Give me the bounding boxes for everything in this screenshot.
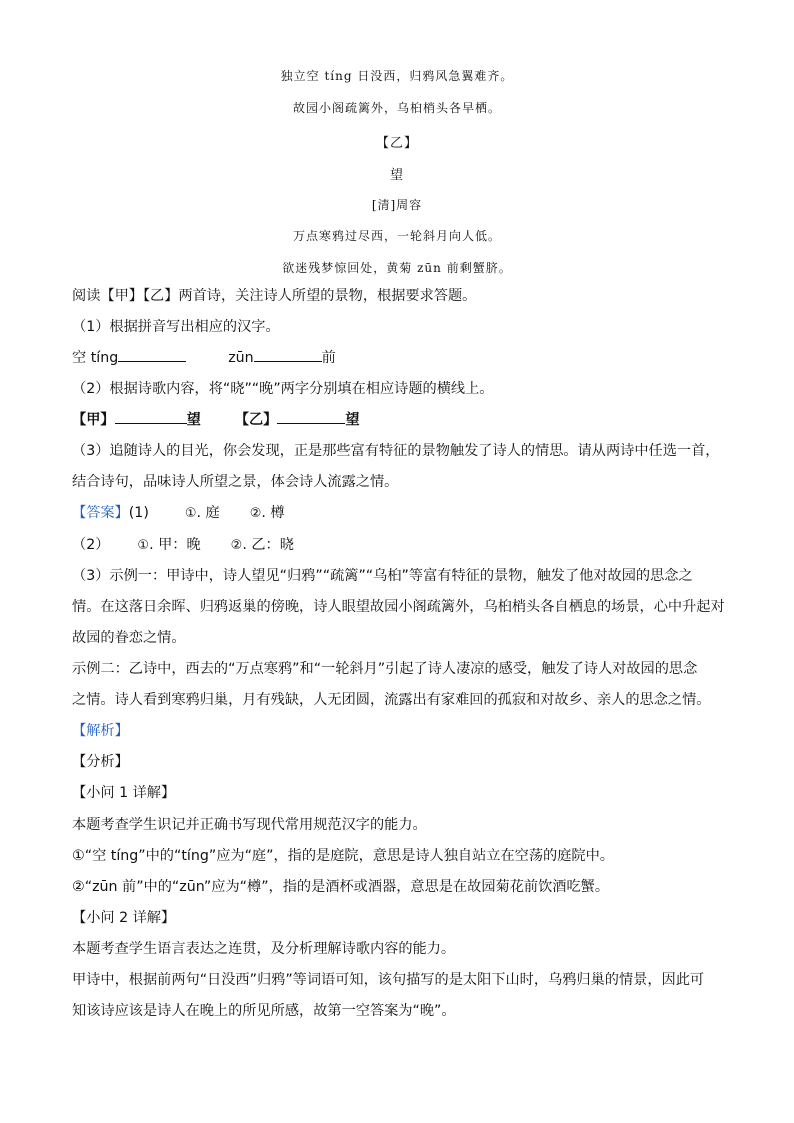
question-1-blanks: [72, 347, 734, 369]
q1-blank2-suffix: 前: [321, 350, 336, 366]
answer-3-line-2: 情。在这落日余晖、归鸦返巢的傍晚，诗人眼望故园小阁疏篱外，乌桕梢头各自栖息的场景，心中升起对: [72, 599, 725, 615]
poem-a-line-1: 独立空 tíng 日没西，归鸦风急翼难齐。: [280, 69, 514, 83]
poem-b-title: 望: [389, 168, 404, 183]
analysis-sub2-line-1: 本题考查学生语言表达之连贯，及分析理解诗歌内容的能力。: [72, 941, 456, 957]
q2-a-label: 【甲】: [72, 412, 115, 428]
q2-blank-b[interactable]: [277, 409, 345, 424]
answer-1-circle-1: ①: [184, 506, 197, 521]
answer-2-value-2: . 乙：晓: [242, 537, 294, 553]
poem-b-line-2: 欲迷残梦惊回处，黄菊 zūn 前剩蟹脐。: [282, 261, 512, 275]
q1-blank2-prefix: zūn: [228, 350, 254, 366]
question-2-blanks: [72, 409, 734, 431]
answer-1-value-2: . 樽: [261, 505, 285, 521]
q2-a-suffix: 望: [186, 412, 201, 428]
q1-blank1[interactable]: [118, 347, 186, 362]
q2-b-suffix: 望: [345, 412, 360, 428]
answer-2-num: （2）: [72, 537, 110, 553]
answer-3-line-4: 示例二：乙诗中，西去的“万点寒鸦”和“一轮斜月”引起了诗人凄凉的感受，触发了诗人对故园的思念: [72, 661, 698, 677]
question-1: （1）根据拼音写出相应的汉字。: [72, 319, 280, 335]
answer-1-circle-2: ②: [249, 506, 262, 521]
analysis-sub1-line-3: ②“zūn 前”中的“zūn”应为“樽”，指的是酒杯或酒器，意思是在故园菊花前饮酒吃蟹。: [72, 879, 610, 895]
answer-2-circle-2: ②: [230, 538, 243, 553]
question-3-line-2: 结合诗句，品味诗人所望之景，体会诗人流露之情。: [72, 474, 399, 490]
analysis-label: 【解析】: [72, 723, 129, 739]
analysis-sub2-line-3: 知该诗应该是诗人在晚上的所见所感，故第一空答案为“晚”。: [72, 1003, 456, 1019]
answer-2-value-1: . 甲：晚: [149, 537, 201, 553]
answer-3-line-1: （3）示例一：甲诗中，诗人望见“归鸦”“疏篱”“乌桕”等富有特征的景物，触发了他对故园的思念之: [72, 568, 693, 584]
analysis-sub1-heading: 【小问 1 详解】: [72, 785, 176, 801]
answer-3-line-5: 之情。诗人看到寒鸦归巢，月有残缺，人无团圆，流露出有家难回的孤寂和对故乡、亲人的思念之情。: [72, 692, 711, 708]
poem-a-line-2: 故园小阁疏篱外，乌桕梢头各早栖。: [292, 101, 501, 115]
answer-2: [72, 534, 734, 557]
question-3-line-1: （3）追随诗人的目光，你会发现，正是那些富有特征的景物触发了诗人的情思。请从两诗中任选一首，: [72, 443, 720, 459]
poem-b-line-1: 万点寒鸦过尽西，一轮斜月向人低。: [292, 229, 501, 243]
poem-b-label: 【乙】: [375, 136, 418, 151]
analysis-fenxi: 【分析】: [72, 754, 129, 770]
poem-b-author: [清]周容: [371, 198, 423, 212]
answer-1-value-1: . 庭: [196, 505, 220, 521]
q2-blank-a[interactable]: [115, 409, 187, 424]
question-intro: 阅读【甲】【乙】两首诗，关注诗人所望的景物，根据要求答题。: [72, 288, 477, 304]
answer-3-line-3: 故园的眷恋之情。: [72, 630, 186, 646]
analysis-sub1-line-1: 本题考查学生识记并正确书写现代常用规范汉字的能力。: [72, 817, 427, 833]
answer-2-circle-1: ①: [137, 538, 150, 553]
q1-blank1-prefix: 空 tíng: [72, 350, 119, 366]
analysis-sub2-line-2: 甲诗中，根据前两句“日没西”归鸦”等词语可知，该句描写的是太阳下山时，乌鸦归巢的情景，因此可: [72, 972, 705, 988]
q2-b-label: 【乙】: [234, 412, 278, 428]
analysis-sub1-line-2: ①“空 tíng”中的“tíng”应为“庭”，指的是庭院，意思是诗人独自站立在空荡的庭院中。: [72, 848, 614, 864]
answer-1: [72, 502, 734, 525]
question-2: （2）根据诗歌内容，将“晓”“晚”两字分别填在相应诗题的横线上。: [72, 381, 494, 397]
analysis-sub2-heading: 【小问 2 详解】: [72, 910, 176, 926]
answer-1-num: (1): [128, 505, 149, 521]
q1-blank2[interactable]: [254, 347, 322, 362]
answer-label: 【答案】: [72, 505, 129, 521]
